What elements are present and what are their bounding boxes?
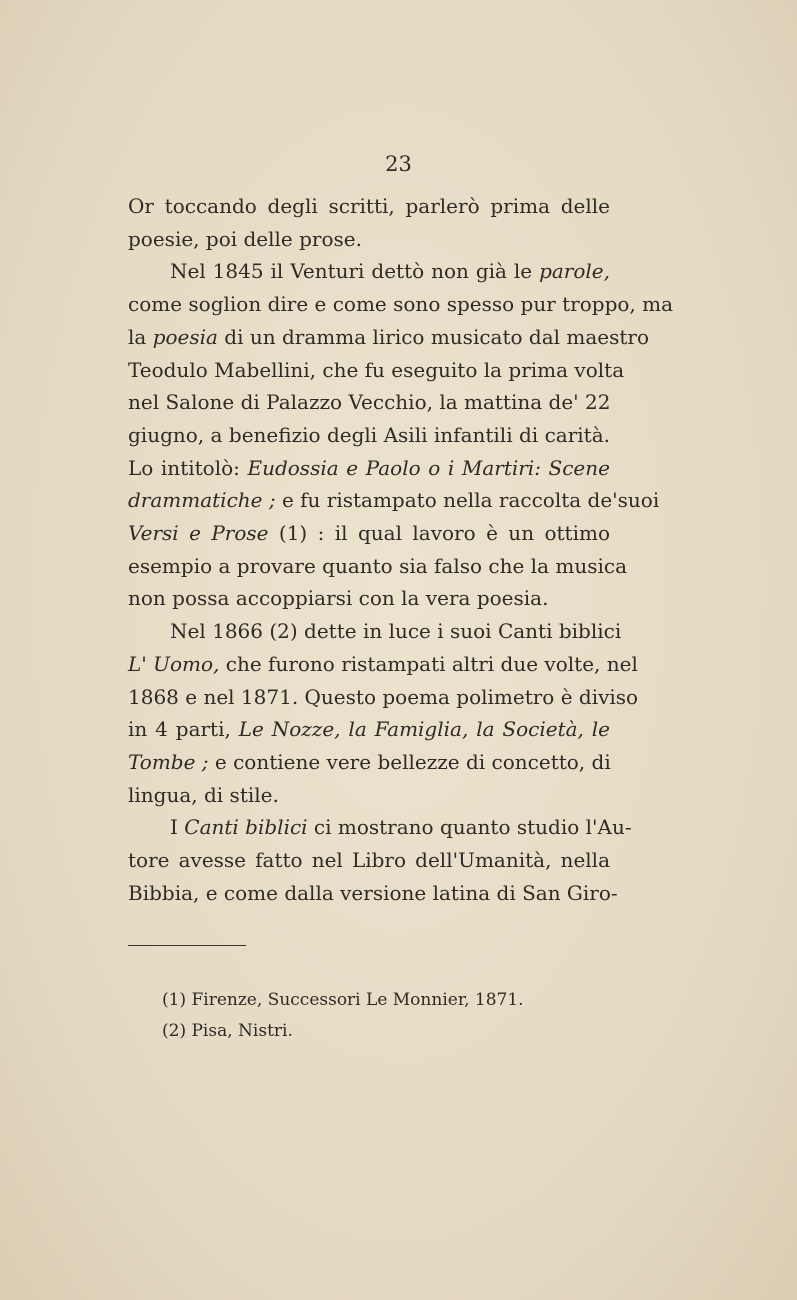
text-line: poesie, poi delle prose. (128, 226, 362, 251)
text-line: giugno, a benefizio degli Asili infantili di carità. (128, 422, 610, 447)
italic-text: Tombe ; (128, 749, 209, 774)
text-line: Tombe ; e contiene vere bellezze di concetto, di (128, 749, 611, 774)
text-line: Or toccando degli scritti, parlerò prima delle (128, 194, 610, 218)
text-line: Teodulo Mabellini, che fu eseguito la prima volta (128, 357, 625, 382)
italic-text: Versi e Prose (128, 521, 269, 546)
text-line: tore avesse fatto nel Libro dell'Umanità, nella (128, 848, 610, 873)
italic-text: Canti biblici (184, 815, 308, 840)
text-line: Nel 1866 (2) dette in luce i suoi Canti biblici (170, 619, 622, 644)
italic-text: Le Nozze, la Famiglia, la Società, le (238, 717, 610, 742)
italic-text: parole, (539, 259, 610, 284)
footnote-2: (2) Pisa, Nistri. (162, 1021, 293, 1041)
italic-text: drammatiche ; (128, 488, 276, 513)
text-line: 1868 e nel 1871. Questo poema polimetro è diviso (128, 684, 639, 709)
text-line: Nel 1845 il Venturi dettò non già le parole, (170, 259, 610, 284)
text-line: Lo intitolò: Eudossia e Paolo o i Martiri: Scene (128, 455, 610, 480)
page-number: 23 (385, 152, 412, 176)
italic-text: L' Uomo, (128, 651, 220, 676)
body-text (128, 190, 674, 909)
italic-text: poesia (152, 324, 218, 349)
text-line: I Canti biblici ci mostrano quanto studio l'Au- (170, 815, 632, 840)
text-line: drammatiche ; e fu ristampato nella raccolta de'suoi (128, 488, 660, 513)
footnotes (162, 985, 582, 1047)
text-line: lingua, di stile. (128, 782, 279, 807)
text-line: nel Salone di Palazzo Vecchio, la mattina de' 22 (128, 390, 611, 415)
text-line: Bibbia, e come dalla versione latina di San Giro- (128, 880, 618, 905)
footnote-divider (128, 945, 246, 946)
text-line: in 4 parti, Le Nozze, la Famiglia, la Società, le (128, 717, 610, 742)
italic-text: Eudossia e Paolo o i Martiri: Scene (247, 455, 610, 480)
text-line: esempio a provare quanto sia falso che la musica (128, 553, 627, 578)
text-line: la poesia di un dramma lirico musicato dal maestro (128, 324, 650, 349)
text-line: L' Uomo, che furono ristampati altri due volte, nel (128, 651, 638, 676)
text-line: come soglion dire e come sono spesso pur troppo, ma (128, 292, 674, 317)
text-line: non possa accoppiarsi con la vera poesia. (128, 586, 549, 611)
footnote-1: (1) Firenze, Successori Le Monnier, 1871. (162, 990, 524, 1010)
text-line: Versi e Prose (1) : il qual lavoro è un ottimo (128, 521, 610, 546)
